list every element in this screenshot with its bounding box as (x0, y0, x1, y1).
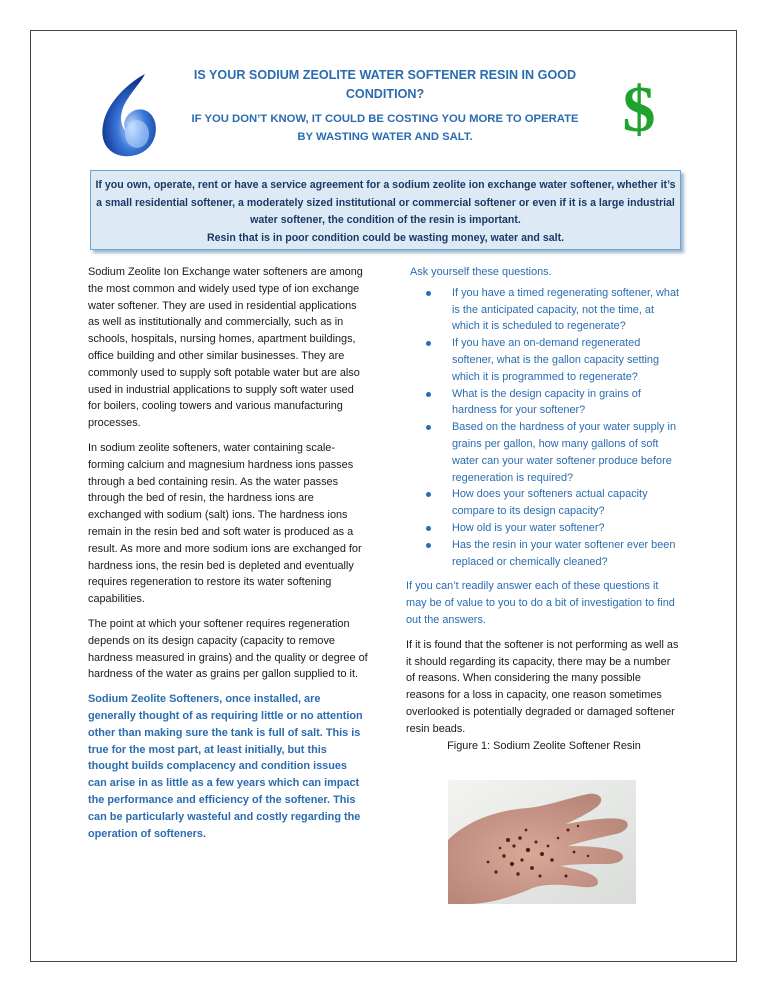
questions-list (406, 285, 682, 571)
bullet-icon (426, 526, 431, 531)
paragraph-process: In sodium zeolite softeners, water containing scale-forming calcium and magnesium hardness ions passes through a bed containing resin. As the water passes through the bed of resin, the hardness ions are exchanged with sodium (salt) ions. The hardness ions remain in the resin bed and soft water is produced as a result. As more and more sodium ions are exchanged for hardness ions, the resin bed is depleted and eventually requires regeneration to restore its water softening capabilities. (88, 441, 362, 606)
water-drop-icon (93, 70, 163, 160)
bullet-icon (426, 492, 431, 497)
figure-caption: Figure 1: Sodium Zeolite Softener Resin (447, 739, 641, 752)
list-item: Based on the hardness of your water supply in grains per gallon, how many gallons of soft water can your water softener produce before regeneration is required? (406, 419, 682, 486)
intro-box (90, 170, 681, 250)
dollar-sign-icon: $ (622, 73, 656, 146)
list-item: How old is your water softener? (406, 520, 682, 537)
bullet-icon (426, 392, 431, 397)
list-item: Has the resin in your water softener ever been replaced or chemically cleaned? (406, 537, 682, 571)
list-item: If you have an on-demand regenerated softener, what is the gallon capacity setting which it is programmed to regenerate? (406, 335, 682, 385)
intro-warning: Resin that is in poor condition could be wasting money, water and salt. (206, 231, 565, 244)
paragraph-overview: Sodium Zeolite Ion Exchange water softeners are among the most common and widely used type of ion exchange water softener. They are used in residential applications as well as institutionally and commercially, such as in schools, hospitals, nursing homes, apartment buildings, office building and other similar businesses. They are commonly used to supply soft potable water but are also used in industrial applications to supply soft water used for boilers, cooling towers and various manufacturing processes. (88, 266, 363, 430)
bullet-icon (426, 341, 431, 346)
bullet-icon (426, 291, 431, 296)
paragraph-investigate: If you can’t readily answer each of these questions it may be of value to you to do a bit of investigation to find out the answers. (406, 580, 675, 626)
list-item: What is the design capacity in grains of hardness for your softener? (406, 386, 682, 420)
intro-text: If you own, operate, rent or have a service agreement for a sodium zeolite ion exchange water softener, whether it’s a small residential softener, a moderately sized institutional or commercial softener or even if it is a large industrial water softener, the condition of the resin is important. (95, 179, 676, 226)
page-title: IS YOUR SODIUM ZEOLITE WATER SOFTENER RESIN IN GOOD CONDITION? (193, 68, 577, 101)
questions-heading: Ask yourself these questions. (410, 266, 552, 278)
bullet-icon (426, 425, 431, 430)
paragraph-regeneration: The point at which your softener requires regeneration depends on its design capacity (capacity to remove hardness measured in grains) and the quality or degree of hardness of the water as grains per gallon supplied to it. (88, 617, 368, 681)
list-item: How does your softeners actual capacity compare to its design capacity? (406, 486, 682, 520)
bullet-icon (426, 543, 431, 548)
list-item: If you have a timed regenerating softener, what is the anticipated capacity, not the time, at which it is scheduled to regenerate? (406, 285, 682, 335)
paragraph-reasons: If it is found that the softener is not performing as well as it should regarding its capacity, there may be a number of reasons. When considering the many possible reasons for a loss in capacity, one reason sometimes overlooked is potentially degraded or damaged softener resin beads. (406, 638, 679, 735)
page-subtitle: IF YOU DON’T KNOW, IT COULD BE COSTING YOU MORE TO OPERATE BY WASTING WATER AND SALT. (191, 113, 579, 143)
right-column (406, 264, 682, 762)
paragraph-complacency: Sodium Zeolite Softeners, once installed, are generally thought of as requiring little or no attention other than making sure the tank is full of salt. This is true for the most part, at least initially, but this thought builds complacency and condition issues can arise in as little as a few years which can impact the performance and efficiency of the softener. This can be particularly wasteful and costly regarding the operation of softeners. (88, 693, 363, 840)
left-column (88, 264, 368, 850)
resin-photo (448, 780, 636, 904)
